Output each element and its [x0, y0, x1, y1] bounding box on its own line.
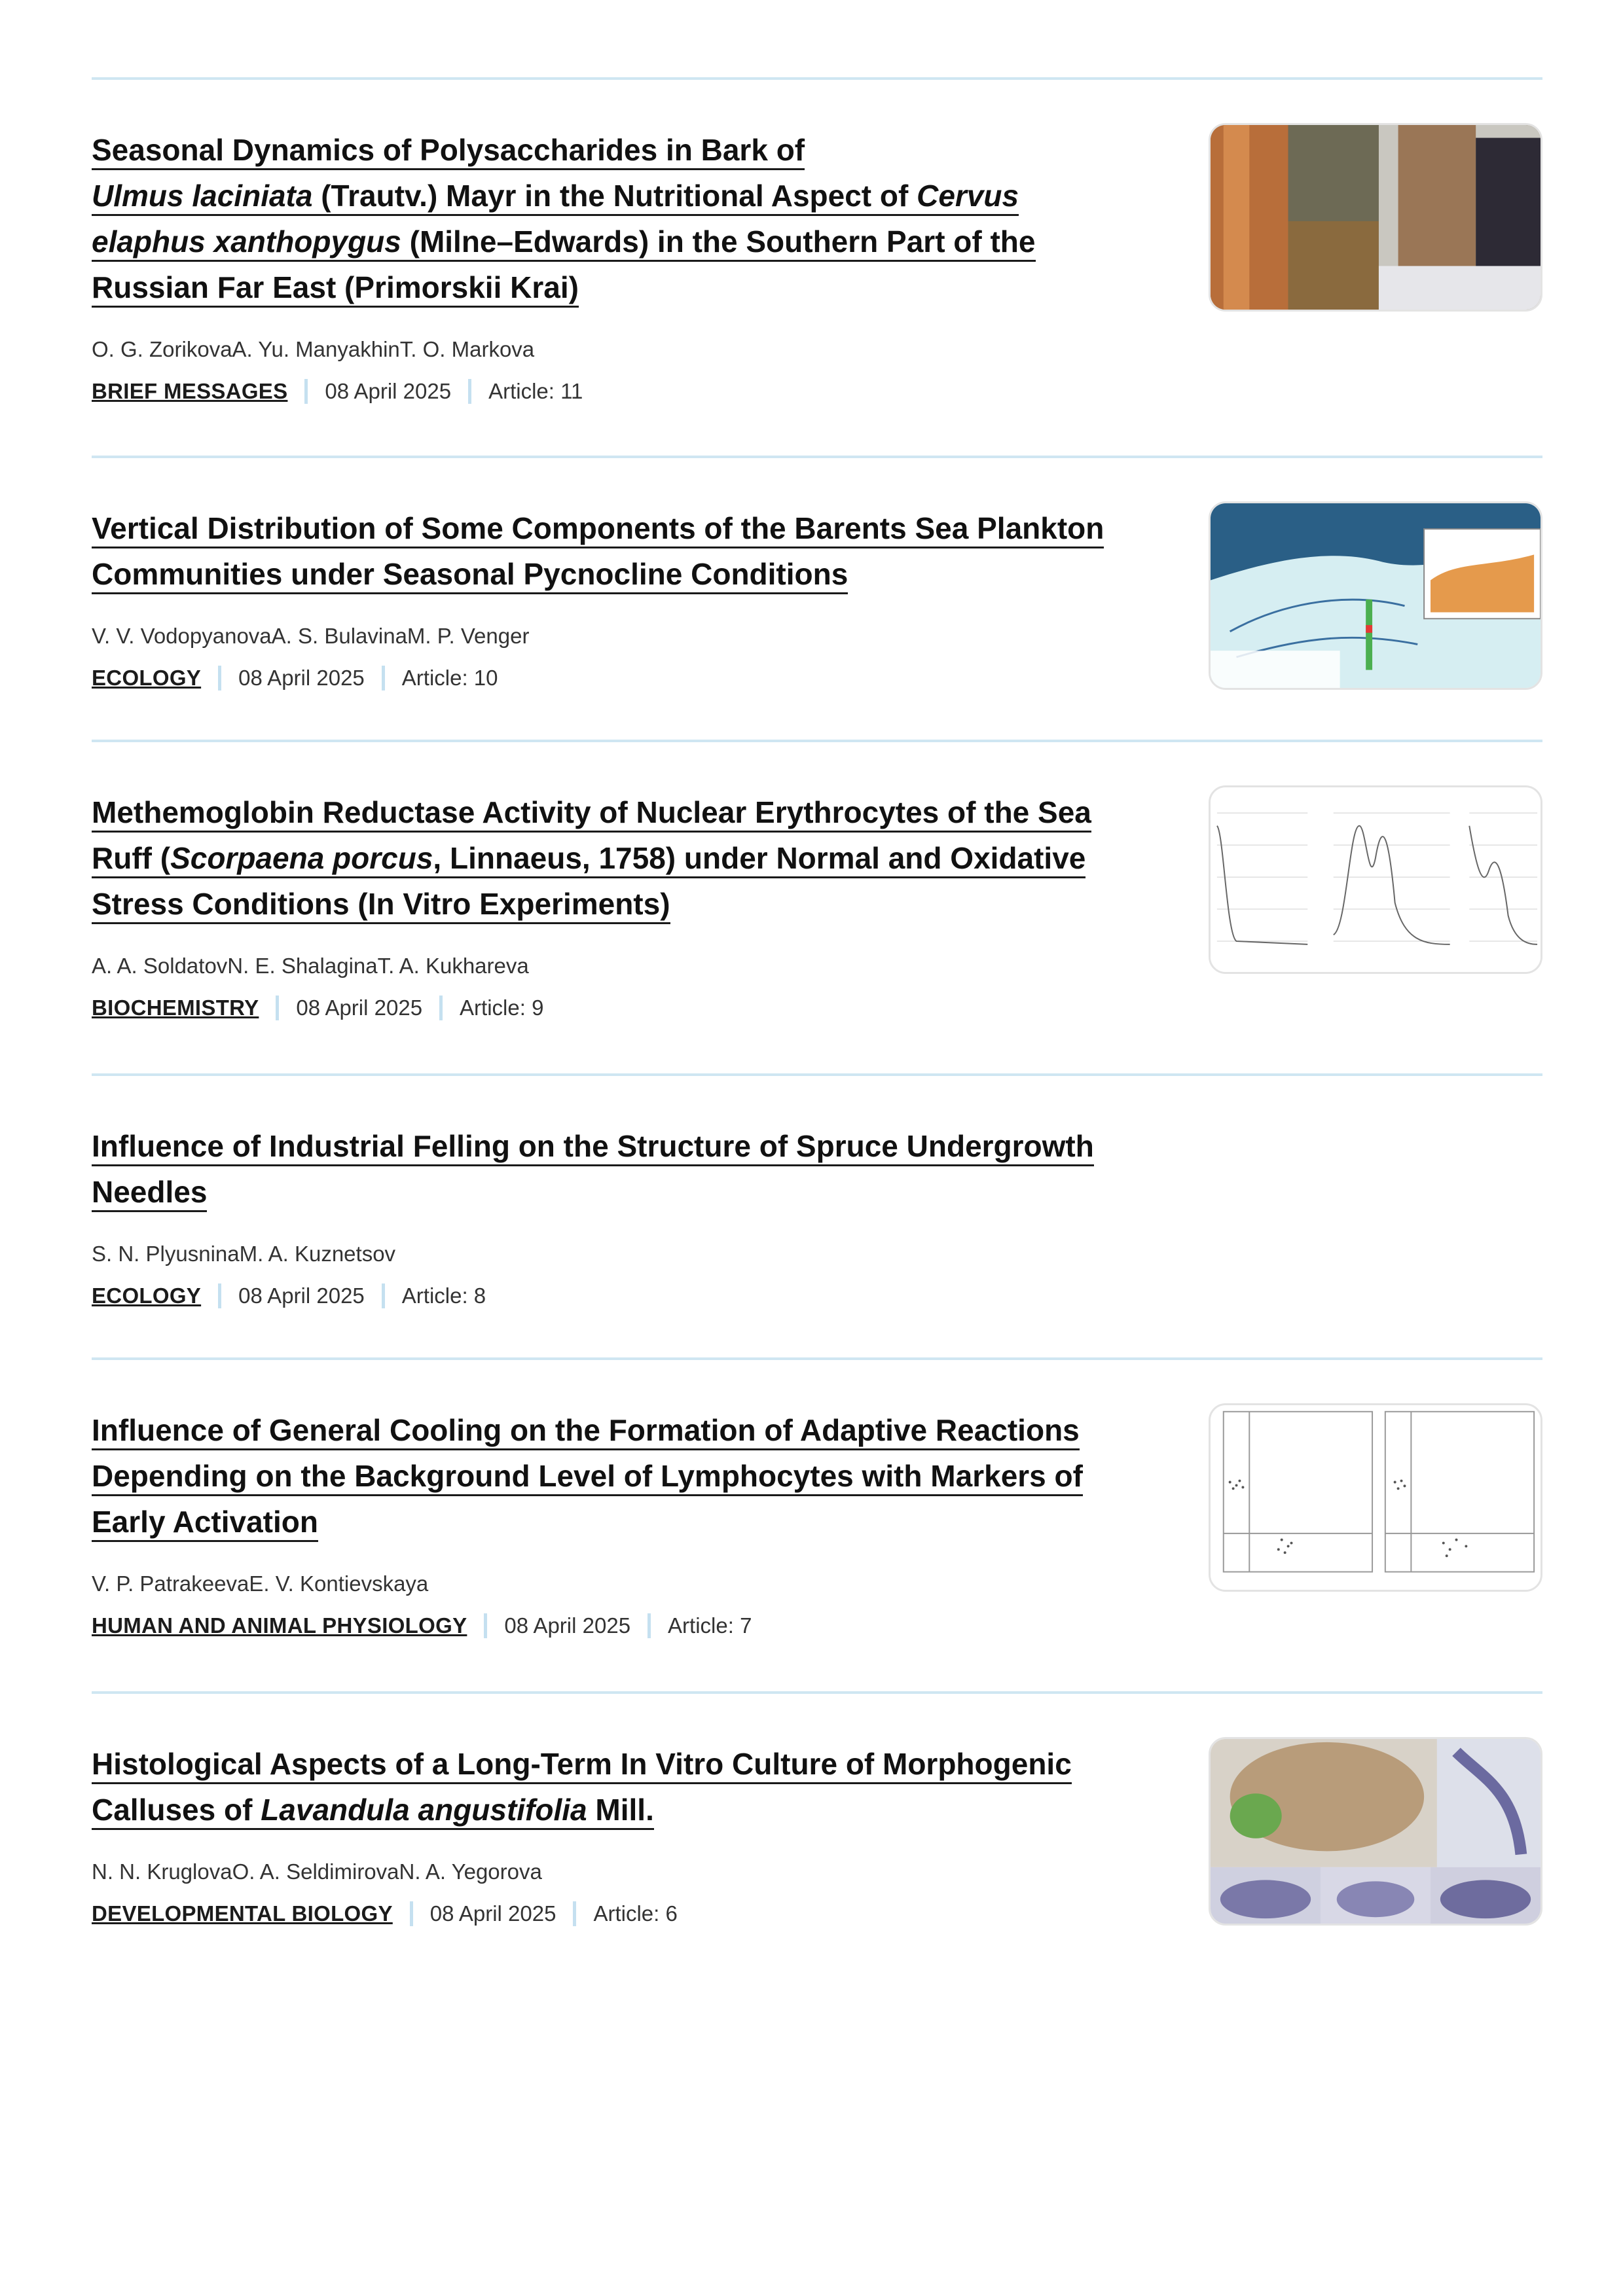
section-link[interactable]: ECOLOGY [92, 1283, 202, 1308]
meta-separator [382, 1283, 385, 1308]
title-italic: Cervus elaphus xanthopygus [92, 179, 1019, 259]
article-title-link[interactable] [92, 1407, 1139, 1545]
meta-separator [218, 1283, 221, 1308]
article-number: Article: 7 [668, 1613, 752, 1638]
article-thumbnail[interactable] [1209, 785, 1542, 974]
article-date: 08 April 2025 [238, 1283, 365, 1308]
article-meta [92, 665, 1139, 691]
article-date: 08 April 2025 [296, 996, 423, 1020]
section-link[interactable]: BRIEF MESSAGES [92, 379, 288, 403]
article-text [92, 127, 1139, 404]
meta-separator [647, 1613, 651, 1638]
article-meta [92, 1613, 1139, 1639]
sea-map-image [1211, 503, 1541, 688]
article-thumbnail[interactable] [1209, 501, 1542, 690]
article-title: Influence of Industrial Felling on the Structure of Spruce Undergrowth Needles [92, 1129, 1094, 1212]
article-authors: S. N. PlyusninaM. A. Kuznetsov [92, 1242, 396, 1266]
article-title: Vertical Distribution of Some Components of the Barents Sea Plankton Communities under Seasonal Pycnocline Conditions [92, 511, 1104, 594]
article-authors: A. A. SoldatovN. E. ShalaginaT. A. Kukhareva [92, 954, 529, 978]
article-meta [92, 1283, 1139, 1309]
meta-separator [382, 666, 385, 691]
article-card [92, 80, 1542, 456]
article-title-link[interactable] [92, 505, 1139, 597]
meta-separator [573, 1901, 576, 1926]
article-card [92, 742, 1542, 1073]
article-meta [92, 995, 1139, 1021]
meta-separator [218, 666, 221, 691]
article-title: Influence of General Cooling on the Formation of Adaptive Reactions Depending on the Background Level of Lymphocytes with Markers of Early Activation [92, 1413, 1083, 1542]
article-date: 08 April 2025 [325, 379, 452, 403]
scatter-plot-image [1211, 1405, 1541, 1590]
article-title-link[interactable] [92, 1123, 1139, 1215]
meta-separator [484, 1613, 487, 1638]
article-authors: O. G. ZorikovaA. Yu. ManyakhinT. O. Markova [92, 337, 535, 361]
article-title-link[interactable] [92, 127, 1139, 310]
bark-photo-image [1211, 125, 1541, 310]
meta-separator [304, 379, 308, 404]
title-italic: Lavandula angustifolia [261, 1793, 587, 1827]
article-meta [92, 1901, 1139, 1927]
article-text [92, 1407, 1139, 1639]
article-card [92, 1360, 1542, 1691]
article-authors: N. N. KruglovaO. A. SeldimirovaN. A. Yegorova [92, 1859, 542, 1884]
article-number: Article: 6 [593, 1901, 678, 1926]
article-text [92, 789, 1139, 1021]
article-thumbnail[interactable] [1209, 123, 1542, 312]
article-title: Histological Aspects of a Long-Term In Vitro Culture of Morphogenic Calluses of Lavandula angustifolia Mill. [92, 1747, 1072, 1830]
title-italic: Scorpaena porcus [170, 841, 433, 875]
spectra-plot-image [1211, 787, 1541, 972]
title-italic: Ulmus laciniata [92, 179, 313, 213]
section-link[interactable]: DEVELOPMENTAL BIOLOGY [92, 1901, 393, 1926]
article-text [92, 1123, 1139, 1309]
article-authors: V. P. PatrakeevaE. V. Kontievskaya [92, 1571, 429, 1596]
article-text [92, 1741, 1139, 1927]
article-meta [92, 378, 1139, 404]
meta-separator [276, 996, 279, 1020]
meta-separator [468, 379, 471, 404]
meta-separator [439, 996, 443, 1020]
callus-histology-image [1211, 1739, 1541, 1924]
article-title: Seasonal Dynamics of Polysaccharides in Bark of Ulmus laciniata (Trautv.) Mayr in the Nutritional Aspect of Cervus elaphus xanthopygus (Milne–Edwards) in the Southern Part of the Russian Far East (Primorskii Krai) [92, 133, 1036, 308]
article-title: Methemoglobin Reductase Activity of Nuclear Erythrocytes of the Sea Ruff (Scorpaena porcus, Linnaeus, 1758) under Normal and Oxidative Stress Conditions (In Vitro Experiments) [92, 795, 1091, 924]
article-date: 08 April 2025 [238, 666, 365, 690]
article-number: Article: 9 [460, 996, 544, 1020]
article-number: Article: 8 [401, 1283, 486, 1308]
article-date: 08 April 2025 [504, 1613, 631, 1638]
article-number: Article: 11 [488, 379, 583, 403]
section-link[interactable]: HUMAN AND ANIMAL PHYSIOLOGY [92, 1613, 467, 1638]
article-list [92, 77, 1542, 1975]
article-card [92, 458, 1542, 740]
article-number: Article: 10 [401, 666, 498, 690]
article-date: 08 April 2025 [429, 1901, 556, 1926]
article-card [92, 1076, 1542, 1357]
section-link[interactable]: BIOCHEMISTRY [92, 996, 259, 1020]
article-title-link[interactable] [92, 789, 1139, 927]
article-thumbnail[interactable] [1209, 1737, 1542, 1926]
section-link[interactable]: ECOLOGY [92, 666, 202, 690]
article-thumbnail[interactable] [1209, 1403, 1542, 1592]
article-card [92, 1694, 1542, 1975]
article-authors: V. V. VodopyanovaA. S. BulavinaM. P. Venger [92, 624, 530, 648]
article-title-link[interactable] [92, 1741, 1139, 1833]
article-text [92, 505, 1139, 691]
meta-separator [410, 1901, 413, 1926]
